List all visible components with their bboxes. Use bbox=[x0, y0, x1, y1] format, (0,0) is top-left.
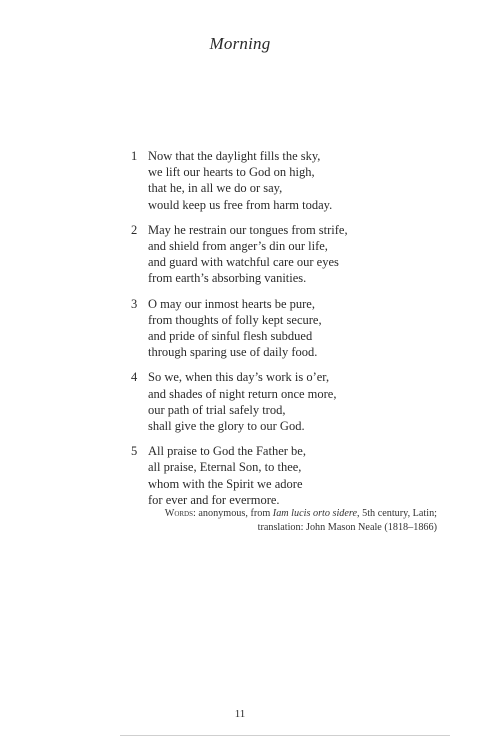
verse-line: May he restrain our tongues from strife, bbox=[148, 222, 348, 237]
credits-line-1 bbox=[77, 507, 437, 521]
verse-line: would keep us free from harm today. bbox=[148, 197, 333, 212]
verse-line: from thoughts of folly kept secure, bbox=[148, 312, 322, 327]
hymn-text bbox=[131, 148, 431, 517]
verse-line: through sparing use of daily food. bbox=[148, 345, 318, 360]
verse-5 bbox=[131, 443, 431, 508]
verse-line: all praise, Eternal Son, to thee, bbox=[148, 460, 302, 475]
verse-line: O may our inmost hearts be pure, bbox=[148, 296, 315, 311]
verse-line: we lift our hearts to God on high, bbox=[148, 165, 315, 180]
verse-2 bbox=[131, 222, 431, 287]
credits-source-title: Iam lucis orto sidere bbox=[272, 508, 358, 519]
verse-number: 4 bbox=[131, 370, 138, 385]
verse-line: for ever and for evermore. bbox=[148, 492, 280, 507]
verse-number: 2 bbox=[131, 222, 138, 237]
verse-line: from earth’s absorbing vanities. bbox=[148, 271, 307, 286]
verse-number: 1 bbox=[131, 149, 138, 163]
verse-3 bbox=[131, 296, 431, 361]
verse-line: All praise to God the Father be, bbox=[148, 444, 306, 459]
verse-4 bbox=[131, 369, 431, 434]
credits-text-before: : anonymous, from bbox=[193, 508, 273, 519]
verse-line: shall give the glory to our God. bbox=[148, 419, 305, 434]
page-number: 11 bbox=[234, 708, 246, 720]
verse-line: and pride of sinful flesh subdued bbox=[148, 329, 313, 344]
page-edge-divider bbox=[120, 735, 450, 736]
verse-line: and shades of night return once more, bbox=[148, 386, 337, 401]
verse-line: whom with the Spirit we adore bbox=[148, 476, 303, 491]
verse-line: So we, when this day’s work is o’er, bbox=[148, 370, 330, 385]
verse-line: and shield from anger’s din our life, bbox=[148, 239, 328, 254]
hymn-title: Morning bbox=[209, 34, 271, 53]
verse-number: 5 bbox=[131, 444, 138, 459]
credits-label: Words bbox=[164, 508, 193, 519]
verse-line: that he, in all we do or say, bbox=[148, 181, 283, 196]
verse-line: Now that the daylight fills the sky, bbox=[148, 149, 321, 163]
verse-number: 3 bbox=[131, 296, 138, 311]
credits bbox=[77, 507, 437, 535]
verse-1 bbox=[131, 148, 431, 213]
verse-line: our path of trial safely trod, bbox=[148, 402, 286, 417]
verse-line: and guard with watchful care our eyes bbox=[148, 255, 339, 270]
credits-translation: translation: John Mason Neale (1818–1866) bbox=[257, 522, 437, 533]
credits-text-after: , 5th century, Latin; bbox=[357, 508, 437, 519]
